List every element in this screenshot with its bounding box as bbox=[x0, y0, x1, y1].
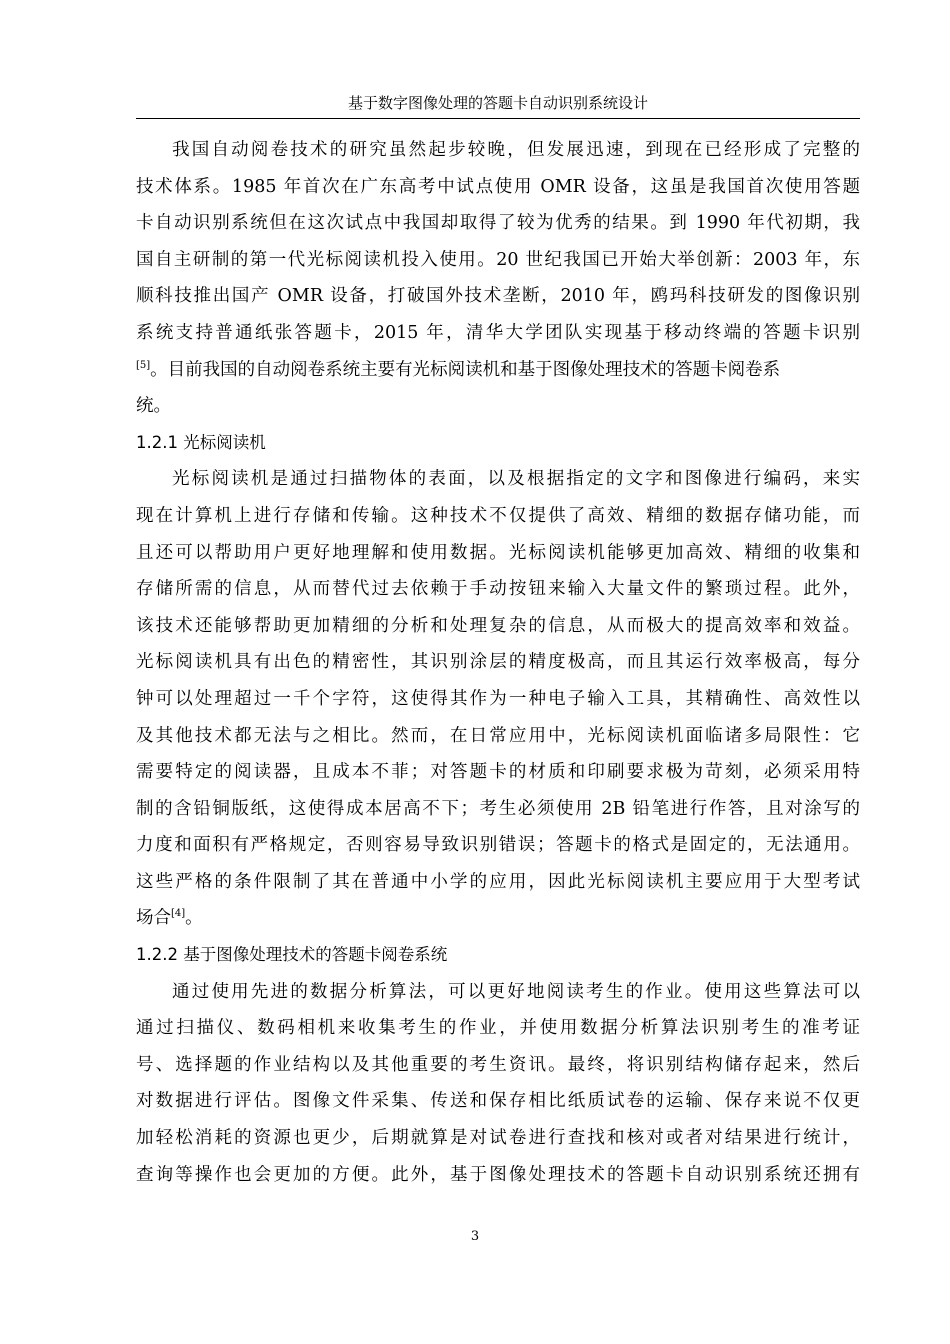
paragraph-text: 。 bbox=[185, 908, 203, 929]
paragraph-line bbox=[136, 352, 860, 389]
paragraph-line: 光标阅读机具有出色的精密性，其识别涂层的精度极高，而且其运行效率极高，每分 bbox=[136, 652, 860, 673]
paragraph-line: 存储所需的信息，从而替代过去依赖于手动按钮来输入大量文件的繁琐过程。此外， bbox=[136, 579, 860, 600]
paragraph-line: 对数据进行评估。图像文件采集、传送和保存相比纸质试卷的运输、保存来说不仅更 bbox=[136, 1091, 860, 1112]
page-number: 3 bbox=[470, 1229, 480, 1244]
paragraph-line: 制的含铅铜版纸，这使得成本居高不下；考生必须使用 2B 铅笔进行作答，且对涂写的 bbox=[136, 798, 860, 819]
paragraph-line: 系统支持普通纸张答题卡，2015 年，清华大学团队实现基于移动终端的答题卡识别 bbox=[136, 322, 860, 343]
paragraph-line: 力度和面积有严格规定，否则容易导致识别错误；答题卡的格式是固定的，无法通用。 bbox=[136, 835, 860, 856]
paragraph-line: 卡自动识别系统但在这次试点中我国却取得了较为优秀的结果。到 1990 年代初期，我 bbox=[136, 213, 860, 234]
paragraph-line: 及其他技术都无法与之相比。然而，在日常应用中，光标阅读机面临诸多局限性：它 bbox=[136, 725, 860, 746]
citation: [4] bbox=[171, 908, 186, 920]
section-heading: 1.2.1 光标阅读机 bbox=[136, 432, 266, 452]
paragraph-line: 我国自动阅卷技术的研究虽然起步较晚，但发展迅速，到现在已经形成了完整的 bbox=[172, 140, 860, 160]
paragraph-line: 钟可以处理超过一千个字符，这使得其作为一种电子输入工具，其精确性、高效性以 bbox=[136, 688, 860, 709]
page-body bbox=[136, 132, 860, 1193]
paragraph-line: 需要特定的阅读器，且成本不菲；对答题卡的材质和印刷要求极为苛刻，必须采用特 bbox=[136, 762, 860, 783]
paragraph-line bbox=[136, 900, 860, 937]
paragraph-line: 该技术还能够帮助更加精细的分析和处理复杂的信息，从而极大的提高效率和效益。 bbox=[136, 615, 860, 636]
paragraph-text: 。目前我国的自动阅卷系统主要有光标阅读机和基于图像处理技术的答题卡阅卷系 bbox=[150, 359, 781, 380]
paragraph-line: 国自主研制的第一代光标阅读机投入使用。20 世纪我国已开始大举创新：2003 年，东 bbox=[136, 249, 860, 270]
paragraph-line: 号、选择题的作业结构以及其他重要的考生资讯。最终，将识别结构储存起来，然后 bbox=[136, 1054, 860, 1075]
paragraph-line: 查询等操作也会更加的方便。此外，基于图像处理技术的答题卡自动识别系统还拥有 bbox=[136, 1164, 860, 1185]
paragraph-line: 统。 bbox=[136, 396, 171, 417]
citation: [5] bbox=[136, 359, 151, 371]
paragraph-line: 现在计算机上进行存储和传输。这种技术不仅提供了高效、精细的数据存储功能，而 bbox=[136, 505, 860, 526]
paragraph-line: 技术体系。1985 年首次在广东高考中试点使用 OMR 设备，这虽是我国首次使用答题 bbox=[136, 176, 860, 197]
paragraph-line: 加轻松消耗的资源也更少，后期就算是对试卷进行查找和核对或者对结果进行统计， bbox=[136, 1128, 860, 1149]
running-header: 基于数字图像处理的答题卡自动识别系统设计 bbox=[136, 92, 860, 119]
paragraph-line: 通过扫描仪、数码相机来收集考生的作业，并使用数据分析算法识别考生的准考证 bbox=[136, 1018, 860, 1039]
paragraph-line: 且还可以帮助用户更好地理解和使用数据。光标阅读机能够更加高效、精细的收集和 bbox=[136, 542, 860, 563]
paragraph-line: 顺科技推出国产 OMR 设备，打破国外技术垄断，2010 年，鸥玛科技研发的图像识别 bbox=[136, 286, 860, 307]
paragraph-line: 光标阅读机是通过扫描物体的表面，以及根据指定的文字和图像进行编码，来实 bbox=[172, 469, 860, 490]
section-heading: 1.2.2 基于图像处理技术的答题卡阅卷系统 bbox=[136, 945, 448, 965]
paragraph-text: 场合 bbox=[136, 908, 171, 929]
paragraph-line: 通过使用先进的数据分析算法，可以更好地阅读考生的作业。使用这些算法可以 bbox=[172, 981, 860, 1002]
paragraph-line: 这些严格的条件限制了其在普通中小学的应用，因此光标阅读机主要应用于大型考试 bbox=[136, 871, 860, 892]
